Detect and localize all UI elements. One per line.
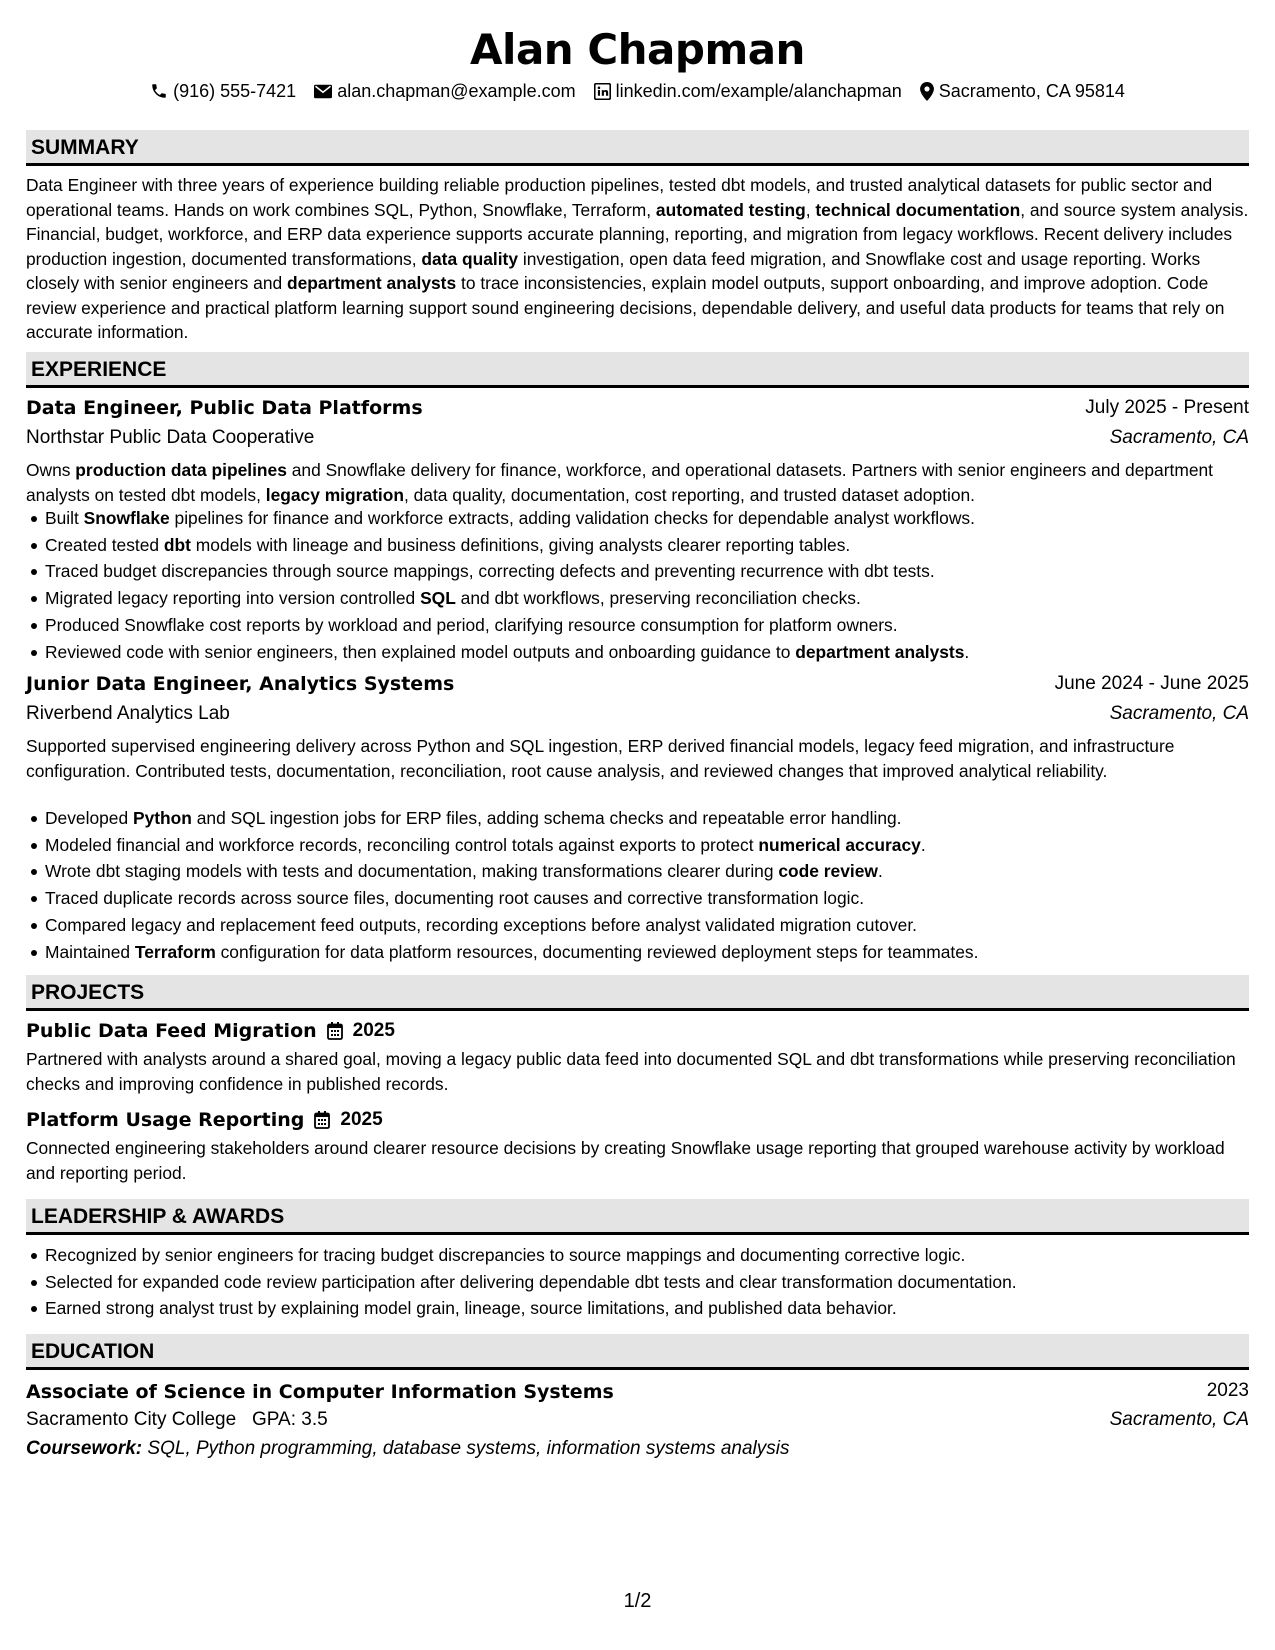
leadership-heading-text: LEADERSHIP & AWARDS <box>31 1205 285 1228</box>
leadership-bullets <box>26 1242 1249 1322</box>
list-item: Modeled financial and workforce records, reconciling control totals against exports to protect numerical accuracy. <box>26 832 1249 859</box>
degree-year: 2023 <box>1206 1380 1249 1401</box>
project-year: 2025 <box>340 1109 383 1130</box>
gpa: GPA: 3.5 <box>252 1409 328 1430</box>
list-item: Traced budget discrepancies through source mappings, correcting defects and preventing recurrence with dbt tests. <box>26 558 1249 585</box>
location-text: Sacramento, CA 95814 <box>938 81 1125 101</box>
job-title: Junior Data Engineer, Analytics Systems <box>26 673 455 695</box>
list-item: Built Snowflake pipelines for finance and workforce extracts, adding validation checks for dependable analyst workflows. <box>26 505 1249 532</box>
job-bullets <box>26 505 1249 665</box>
linkedin-icon <box>594 83 611 100</box>
education-heading <box>26 1334 1249 1370</box>
list-item: Wrote dbt staging models with tests and documentation, making transformations clearer during code review. <box>26 858 1249 885</box>
map-pin-icon <box>920 82 934 101</box>
coursework-label: Coursework: <box>26 1438 143 1459</box>
summary-heading-text: SUMMARY <box>31 136 139 159</box>
coursework-text: SQL, Python programming, database systems, information systems analysis <box>142 1438 790 1459</box>
linkedin-text: linkedin.com/example/alanchapman <box>615 81 902 101</box>
project-title: Platform Usage Reporting <box>26 1109 305 1131</box>
job-dates: July 2025 - Present <box>1085 397 1249 418</box>
project-header <box>26 1018 395 1044</box>
school-location: Sacramento, CA <box>1109 1409 1249 1430</box>
experience-heading <box>26 352 1249 388</box>
page-number: 1/2 <box>623 1590 652 1612</box>
list-item: Recognized by senior engineers for tracing budget discrepancies to source mappings and documenting corrective logic. <box>26 1242 1249 1269</box>
education-heading-text: EDUCATION <box>31 1340 155 1363</box>
phone-text: (916) 555-7421 <box>173 81 297 101</box>
summary-heading <box>26 130 1249 166</box>
project-title: Public Data Feed Migration <box>26 1020 317 1042</box>
project-description: Partnered with analysts around a shared goal, moving a legacy public data feed into documented SQL and dbt transformations while preserving reconciliation checks and improving confidence in published records. <box>26 1049 1236 1094</box>
projects-heading <box>26 975 1249 1011</box>
contact-location <box>920 78 1125 104</box>
contact-bar <box>26 78 1249 104</box>
project-description: Connected engineering stakeholders around clearer resource decisions by creating Snowflake usage reporting that grouped warehouse activity by workload and reporting period. <box>26 1138 1225 1183</box>
list-item: Maintained Terraform configuration for data platform resources, documenting reviewed deployment steps for teammates. <box>26 939 1249 966</box>
experience-heading-text: EXPERIENCE <box>31 358 167 381</box>
list-item: Developed Python and SQL ingestion jobs for ERP files, adding schema checks and repeatable error handling. <box>26 805 1249 832</box>
envelope-icon <box>314 84 332 99</box>
list-item: Reviewed code with senior engineers, then explained model outputs and onboarding guidance to department analysts. <box>26 639 1249 666</box>
contact-linkedin[interactable] <box>594 78 902 104</box>
job-overview: Owns production data pipelines and Snowflake delivery for finance, workforce, and operational datasets. Partners with senior engineers and department analysts on tested dbt models, legacy migration, data quality, documentation, cost reporting, and trusted dataset adoption. <box>26 460 1214 505</box>
job-location: Sacramento, CA <box>1109 427 1249 448</box>
coursework-line <box>26 1436 789 1462</box>
school-line <box>26 1407 328 1433</box>
leadership-heading <box>26 1199 1249 1235</box>
list-item: Produced Snowflake cost reports by workload and period, clarifying resource consumption for platform owners. <box>26 612 1249 639</box>
job-company: Northstar Public Data Cooperative <box>26 427 315 448</box>
job-bullets <box>26 805 1249 965</box>
project-year: 2025 <box>352 1020 395 1041</box>
project-header <box>26 1107 383 1133</box>
phone-icon <box>150 82 168 100</box>
school-name: Sacramento City College <box>26 1409 237 1430</box>
job-overview: Supported supervised engineering delivery across Python and SQL ingestion, ERP derived financial models, legacy feed migration, and infrastructure configuration. Contributed tests, documentation, reconciliation, root cause analysis, and reviewed changes that improved analytical reliability. <box>26 736 1175 781</box>
job-location: Sacramento, CA <box>1109 703 1249 724</box>
list-item: Created tested dbt models with lineage and business definitions, giving analysts clearer reporting tables. <box>26 532 1249 559</box>
summary-text: Data Engineer with three years of experience building reliable production pipelines, tested dbt models, and trusted analytical datasets for public sector and operational teams. Hands on work combines SQL, Python, Snowflake, Terraform, automated testing, technical documentation, and source system analysis. Financial, budget, workforce, and ERP data experience supports accurate planning, reporting, and migration from legacy workflows. Recent delivery includes production ingestion, documented transformations, data quality investigation, open data feed migration, and Snowflake cost and usage reporting. Works closely with senior engineers and department analysts to trace inconsistencies, explain model outputs, support onboarding, and improve adoption. Code review experience and practical platform learning support sound engineering decisions, dependable delivery, and useful data products for teams that rely on accurate information. <box>26 175 1249 342</box>
list-item: Migrated legacy reporting into version controlled SQL and dbt workflows, preserving reconciliation checks. <box>26 585 1249 612</box>
job-title: Data Engineer, Public Data Platforms <box>26 397 423 419</box>
projects-heading-text: PROJECTS <box>31 981 145 1004</box>
contact-email[interactable] <box>314 78 575 104</box>
degree-title: Associate of Science in Computer Information Systems <box>26 1381 614 1403</box>
contact-phone[interactable] <box>150 78 296 104</box>
email-text: alan.chapman@example.com <box>337 81 576 101</box>
candidate-name: Alan Chapman <box>470 25 805 74</box>
job-dates: June 2024 - June 2025 <box>1054 673 1249 694</box>
list-item: Traced duplicate records across source files, documenting root causes and corrective transformation logic. <box>26 885 1249 912</box>
calendar-icon <box>314 1111 330 1129</box>
job-company: Riverbend Analytics Lab <box>26 703 230 724</box>
calendar-icon <box>327 1022 343 1040</box>
list-item: Compared legacy and replacement feed outputs, recording exceptions before analyst validated migration cutover. <box>26 912 1249 939</box>
list-item: Selected for expanded code review participation after delivering dependable dbt tests and clear transformation documentation. <box>26 1269 1249 1296</box>
list-item: Earned strong analyst trust by explaining model grain, lineage, source limitations, and published data behavior. <box>26 1295 1249 1322</box>
